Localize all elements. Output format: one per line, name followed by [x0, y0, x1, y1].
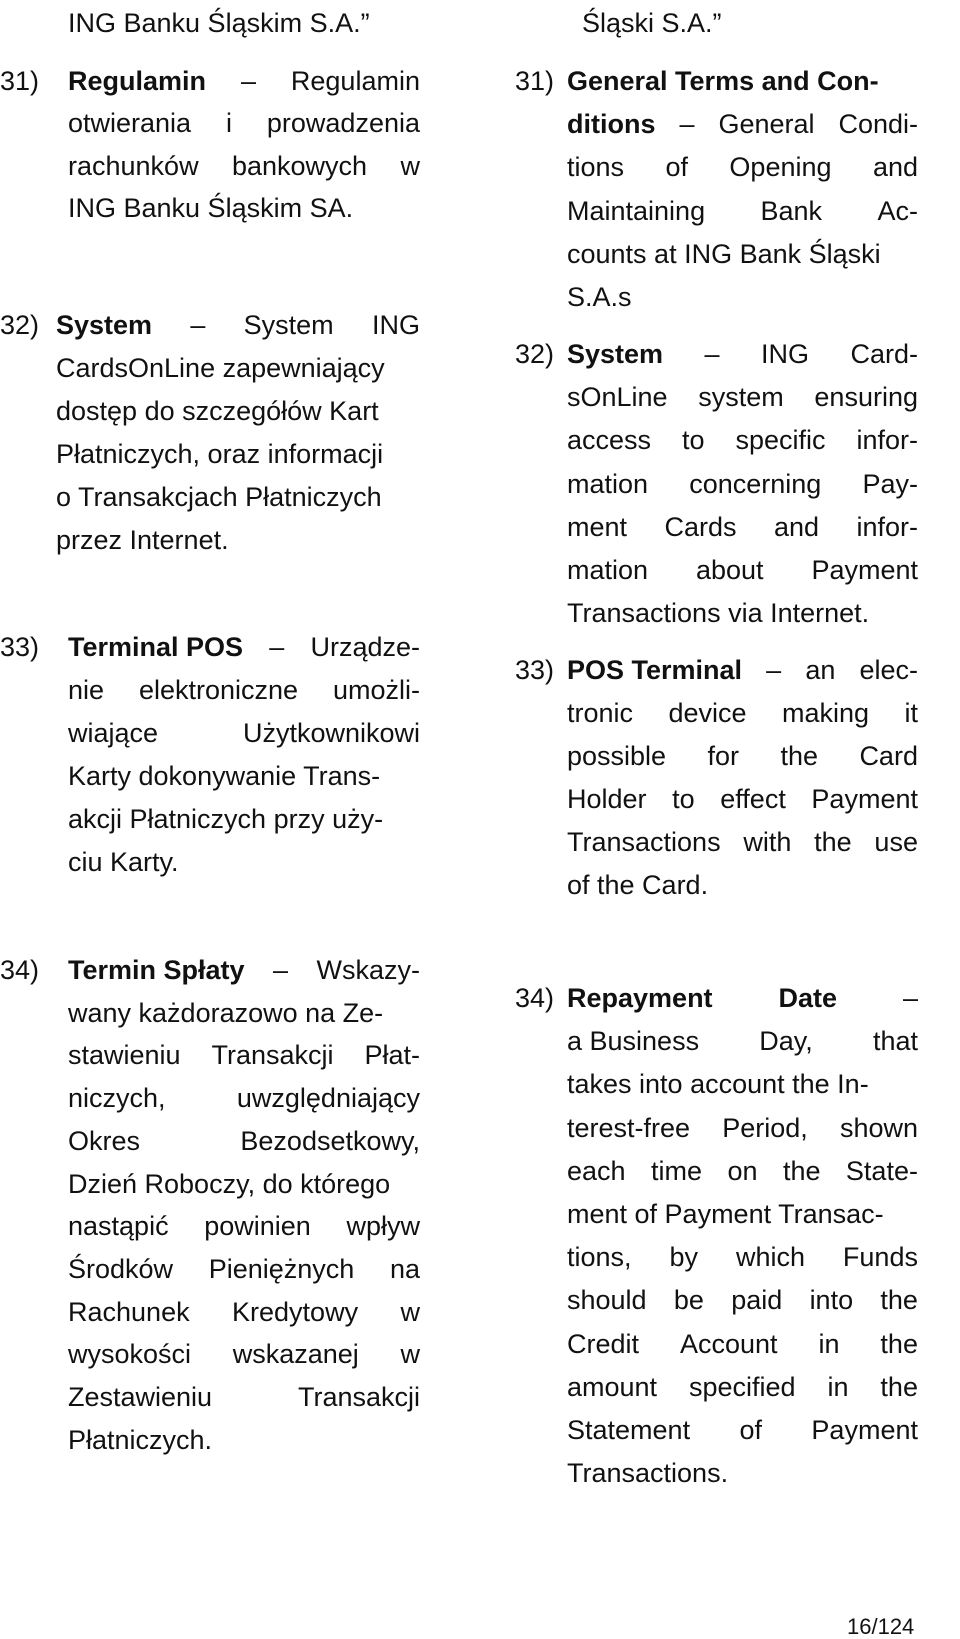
- definition-word: access: [567, 425, 652, 456]
- definition-word: concerning: [689, 468, 822, 499]
- definition-word: przez Internet.: [56, 525, 229, 555]
- definition-text-line: [567, 238, 881, 269]
- defined-term: POS Terminal: [567, 655, 743, 685]
- definition-word: time: [651, 1155, 703, 1186]
- definition-word: the: [880, 1371, 918, 1402]
- definition-word: elektroniczne: [138, 675, 299, 705]
- definition-text-line: [567, 195, 918, 226]
- definition-number: 32): [515, 339, 555, 369]
- definition-word: ment of Payment Transac-: [567, 1199, 884, 1229]
- definition-word: otwierania: [68, 108, 192, 139]
- definition-text-line: [567, 154, 918, 181]
- definition-word: specified: [688, 1371, 796, 1402]
- definition-word: that: [872, 1026, 918, 1057]
- definition-word: amount: [567, 1371, 658, 1402]
- definition-word: ensuring: [814, 382, 918, 413]
- definition-word: –: [269, 632, 285, 662]
- definition-word: Pieniężnych: [208, 1253, 355, 1284]
- definition-word: for: [707, 741, 740, 771]
- definition-word: –: [902, 983, 918, 1013]
- definition-word: Płatniczych, oraz informacji: [56, 439, 384, 469]
- definition-word: Statement: [567, 1415, 691, 1445]
- definition-word: Holder: [567, 784, 647, 814]
- definition-text-line: [567, 468, 918, 499]
- definition-text-line: [567, 341, 918, 368]
- definition-word: State-: [845, 1155, 918, 1186]
- definition-word: S.A.s: [567, 282, 632, 312]
- definition-word: CardsOnLine zapewniający: [56, 353, 385, 383]
- defined-term: Date: [778, 983, 838, 1013]
- definition-word: the: [782, 1155, 821, 1186]
- definition-word: mation: [567, 555, 649, 585]
- definition-text-line: [68, 634, 420, 661]
- definition-word: Wskazy-: [316, 955, 420, 985]
- definition-word: takes into account the In-: [567, 1069, 869, 1100]
- definition-word: Regulamin: [290, 66, 420, 96]
- definition-word: about: [695, 555, 764, 585]
- definition-word: elec-: [859, 655, 918, 685]
- definition-word: into: [809, 1285, 854, 1316]
- definition-text-line: [68, 1042, 420, 1069]
- definition-word: Funds: [842, 1242, 918, 1273]
- definition-word: o Transakcjach Płatniczych: [56, 482, 382, 512]
- definition-word: wiające: [68, 718, 159, 748]
- definition-text-line: [567, 985, 918, 1012]
- definition-word: wysokości: [68, 1339, 192, 1370]
- definition-word: shown: [839, 1112, 918, 1143]
- definition-word: infor-: [856, 425, 918, 456]
- definition-word: tronic: [567, 698, 634, 728]
- definition-text-line: [68, 1253, 420, 1284]
- definition-word: the: [780, 741, 818, 771]
- definition-text-line: [567, 1155, 918, 1186]
- definition-word: akcji Płatniczych przy uży-: [68, 804, 384, 834]
- definition-word: Zestawieniu: [68, 1382, 213, 1412]
- definition-text-line: [567, 657, 918, 684]
- definition-word: Credit: [567, 1328, 640, 1359]
- definition-text-line: [567, 600, 869, 627]
- definition-word: stawieniu: [68, 1040, 181, 1071]
- definition-text-line: [68, 1085, 420, 1112]
- definition-word: terest-free: [567, 1112, 691, 1143]
- definition-word: mation: [567, 468, 649, 499]
- definition-word: Użytkownikowi: [242, 718, 420, 748]
- definition-word: Transactions via Internet.: [567, 598, 870, 629]
- definition-word: –: [240, 66, 256, 96]
- definition-word: making: [781, 698, 870, 728]
- definition-word: uwzględniający: [236, 1083, 420, 1114]
- definition-word: Period,: [722, 1112, 808, 1143]
- definition-text-line: [68, 763, 380, 790]
- definition-word: possible: [567, 741, 667, 771]
- definition-word: Płatniczych.: [68, 1424, 213, 1455]
- definition-word: –: [190, 310, 206, 340]
- definition-text-line: [68, 150, 420, 181]
- definition-number: 33): [0, 632, 40, 662]
- definition-number: 34): [515, 983, 555, 1013]
- definition-word: na: [389, 1253, 420, 1284]
- definition-word: rachunków: [68, 150, 199, 181]
- definition-word: w: [400, 150, 420, 181]
- definition-word: Ac-: [877, 195, 918, 226]
- definition-text-line: [567, 1112, 918, 1143]
- definition-word: be: [673, 1285, 704, 1316]
- definition-word: Bank: [760, 195, 823, 226]
- definition-word: ING: [761, 339, 810, 369]
- definition-word: of: [739, 1415, 763, 1445]
- definition-text-line: [567, 1287, 918, 1314]
- definition-word: Okres: [68, 1125, 141, 1156]
- definition-word: to: [682, 425, 705, 456]
- definition-word: and: [773, 511, 820, 542]
- definition-text-line: [567, 427, 918, 454]
- definition-word: should: [567, 1285, 647, 1316]
- definition-text-line: [567, 1244, 918, 1271]
- definition-text-line: [68, 1125, 420, 1156]
- polish-continuation-line: ING Banku Śląskim S.A.”: [68, 8, 370, 38]
- definition-word: Card: [859, 741, 918, 771]
- definition-word: –: [273, 955, 289, 985]
- definition-text-line: [567, 743, 918, 770]
- definition-word: dostęp do szczegółów Kart: [56, 396, 379, 426]
- definition-word: powinien: [204, 1211, 311, 1242]
- definition-number: 34): [0, 955, 40, 985]
- definition-text-line: [68, 110, 420, 137]
- definition-word: Dzień Roboczy, do którego: [68, 1168, 391, 1199]
- definition-text-line: [567, 786, 918, 813]
- definition-word: Rachunek: [68, 1296, 190, 1327]
- definition-text-line: [56, 398, 379, 425]
- definition-word: –: [679, 109, 695, 140]
- defined-term: Terminal POS: [68, 632, 244, 662]
- definition-text-line: [68, 677, 420, 704]
- definition-word: Bezodsetkowy,: [240, 1125, 420, 1156]
- definition-text-line: [56, 355, 385, 382]
- definition-word: in: [827, 1371, 849, 1402]
- definition-word: which: [735, 1242, 805, 1273]
- definition-text-line: [68, 1213, 420, 1240]
- definition-word: on: [727, 1155, 758, 1186]
- definition-text-line: [567, 111, 918, 138]
- definition-text-line: [567, 384, 918, 411]
- definition-word: Karty dokonywanie Trans-: [68, 761, 381, 791]
- definition-word: w: [400, 1339, 420, 1370]
- definition-text-line: [567, 1201, 884, 1228]
- definition-word: in: [818, 1328, 840, 1359]
- definition-word: umożli-: [332, 675, 420, 705]
- definition-word: counts at ING Bank Śląski: [567, 238, 881, 269]
- definition-number: 33): [515, 655, 555, 685]
- defined-term: Repayment: [567, 983, 713, 1013]
- definition-word: Pay-: [862, 468, 918, 499]
- definition-text-line: [56, 312, 420, 339]
- definition-word: ING Banku Śląskim SA.: [68, 192, 354, 223]
- definition-text-line: [567, 1460, 728, 1487]
- definition-word: i: [225, 108, 232, 139]
- definition-word: System: [243, 310, 334, 340]
- defined-term: Termin Spłaty: [68, 955, 245, 985]
- definition-text-line: [567, 284, 632, 311]
- definition-text-line: [68, 1296, 420, 1327]
- definition-text-line: [56, 484, 382, 511]
- definition-word: specific: [735, 425, 826, 456]
- definition-word: ING: [371, 310, 420, 340]
- definition-word: wpływ: [346, 1211, 420, 1242]
- definition-word: each: [567, 1155, 626, 1186]
- definition-word: tions: [567, 152, 625, 183]
- definition-text-line: [68, 192, 354, 223]
- defined-term: System: [567, 339, 664, 369]
- definition-text-line: [567, 1071, 869, 1098]
- definition-word: ment: [567, 511, 628, 542]
- definition-word: bankowych: [231, 150, 368, 181]
- definition-text-line: [567, 829, 918, 856]
- definition-number: 31): [0, 66, 40, 96]
- definition-word: an: [805, 655, 836, 685]
- definition-text-line: [68, 68, 420, 95]
- definition-word: wany każdorazowo na Ze-: [68, 997, 384, 1028]
- definition-text-line: [68, 997, 384, 1028]
- definition-text-line: [56, 527, 229, 554]
- definition-word: nie: [68, 675, 105, 705]
- definition-text-line: [68, 1168, 391, 1199]
- definition-word: prowadzenia: [266, 108, 420, 139]
- definition-text-line: [567, 557, 918, 584]
- definition-text-line: [567, 1371, 918, 1402]
- definition-word: it: [904, 698, 918, 728]
- definition-word: Payment: [811, 555, 918, 585]
- definition-word: sOnLine: [567, 382, 668, 413]
- definition-word: a Business: [567, 1026, 700, 1057]
- definition-word: w: [400, 1296, 420, 1327]
- definition-word: the: [880, 1285, 918, 1316]
- definition-text-line: [567, 1328, 918, 1359]
- definition-word: Day,: [759, 1026, 813, 1057]
- definition-word: effect: [720, 784, 786, 814]
- definition-word: Transactions: [567, 827, 721, 857]
- page-number: 16/124: [847, 1614, 915, 1639]
- definition-word: infor-: [856, 511, 918, 542]
- defined-term: System: [56, 310, 153, 340]
- definition-word: Transactions.: [567, 1458, 729, 1489]
- definition-text-line: [567, 1028, 918, 1055]
- definition-text-line: [68, 957, 420, 984]
- definition-word: General: [718, 109, 815, 140]
- definition-word: Condi-: [838, 109, 918, 140]
- definition-word: niczych,: [68, 1083, 166, 1114]
- definition-word: system: [698, 382, 784, 413]
- definition-word: Urządze-: [310, 632, 420, 662]
- definition-number: 31): [515, 66, 555, 96]
- definition-text-line: [68, 1424, 213, 1455]
- definition-word: Środków: [68, 1253, 174, 1284]
- definition-text-line: [567, 872, 708, 899]
- definition-word: paid: [731, 1285, 783, 1316]
- defined-term: General Terms and Con-: [567, 66, 879, 96]
- definition-text-line: [68, 1341, 420, 1368]
- definition-word: Payment: [811, 1415, 918, 1445]
- definition-word: –: [766, 655, 782, 685]
- definition-word: Maintaining: [567, 195, 706, 226]
- definition-word: wskazanej: [232, 1339, 359, 1370]
- definition-word: ciu Karty.: [68, 847, 179, 877]
- definition-word: Card-: [850, 339, 918, 369]
- definition-text-line: [567, 68, 879, 95]
- definition-word: Opening: [729, 152, 832, 183]
- definition-word: use: [874, 827, 918, 857]
- definition-word: Account: [679, 1328, 778, 1359]
- definition-number: 32): [0, 310, 40, 340]
- defined-term: Regulamin: [68, 66, 207, 96]
- definition-text-line: [567, 1417, 918, 1444]
- definition-word: of the Card.: [567, 870, 709, 900]
- definition-word: tions,: [567, 1242, 632, 1273]
- definition-word: the: [880, 1328, 918, 1359]
- definition-word: Payment: [811, 784, 918, 814]
- definition-word: Płat-: [364, 1040, 420, 1071]
- definition-word: and: [872, 152, 918, 183]
- definition-word: device: [668, 698, 747, 728]
- definition-word: Kredytowy: [232, 1296, 359, 1327]
- definition-text-line: [68, 1384, 420, 1411]
- definition-word: the: [814, 827, 852, 857]
- definition-word: Transakcji: [211, 1040, 334, 1071]
- definition-word: nastąpić: [68, 1211, 169, 1242]
- definition-word: by: [669, 1242, 699, 1273]
- english-continuation-line: Śląski S.A.”: [582, 8, 722, 38]
- definition-text-line: [68, 806, 383, 833]
- defined-term: ditions: [567, 109, 656, 140]
- definition-text-line: [567, 700, 918, 727]
- definition-word: Transakcji: [297, 1382, 420, 1412]
- definition-text-line: [68, 849, 179, 876]
- definition-word: with: [743, 827, 792, 857]
- definition-text-line: [567, 511, 918, 542]
- definition-text-line: [56, 441, 383, 468]
- definition-word: of: [665, 152, 688, 183]
- definition-text-line: [68, 720, 420, 747]
- definition-word: to: [672, 784, 695, 814]
- definition-word: Cards: [664, 511, 737, 542]
- definition-word: –: [704, 339, 720, 369]
